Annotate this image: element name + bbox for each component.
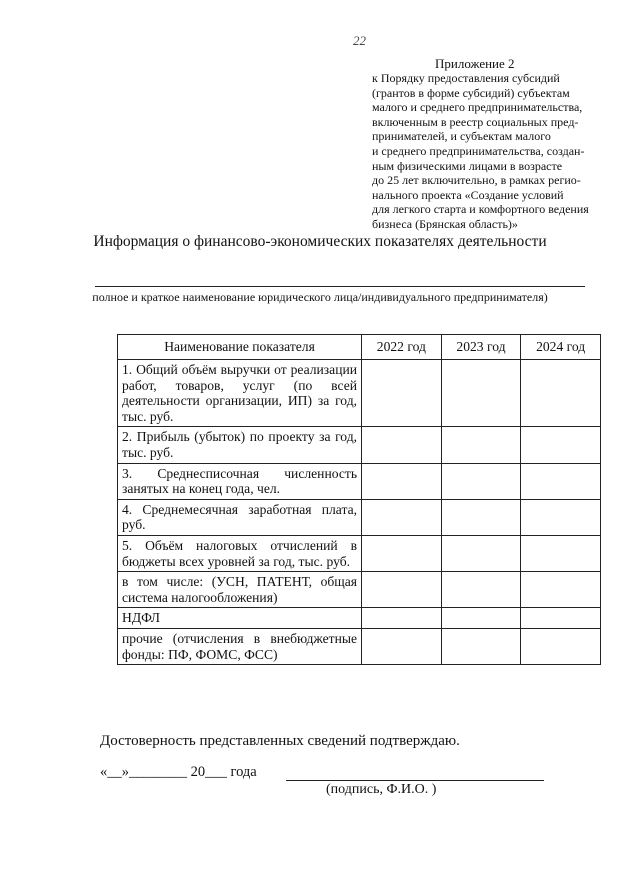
value-cell[interactable] [521,572,601,608]
header-indicator-name: Наименование показателя [118,335,362,360]
appendix-line: принимателей, и субъектам малого [372,129,551,144]
appendix-line: бизнеса (Брянская область)» [372,216,518,231]
entity-name-caption: полное и краткое наименование юридического лица/индивидуального предпринимателя) [92,290,548,304]
appendix-title: Приложение 2 [435,56,515,71]
page-number: 22 [353,33,366,48]
value-cell[interactable] [441,427,521,463]
date-field[interactable]: «__»________ 20___ года [100,764,257,780]
table-row [118,463,601,499]
appendix-line: нального проекта «Создание условий [372,187,564,202]
appendix-line: включенным в реестр социальных пред- [372,114,579,129]
indicator-name: 3. Среднесписочная численность занятых на конец года, чел. [118,463,362,499]
value-cell[interactable] [441,628,521,664]
value-cell[interactable] [521,360,601,427]
value-cell[interactable] [521,535,601,571]
value-cell[interactable] [441,608,521,629]
table-row [118,628,601,664]
value-cell[interactable] [362,535,442,571]
table-header-row [118,335,601,360]
appendix-line: ным физическими лицами в возрасте [372,158,563,173]
indicator-name: 5. Объём налоговых отчислений в бюджеты всех уровней за год, тыс. руб. [118,535,362,571]
indicator-name: прочие (отчисления в внебюджетные фонды: ПФ, ФОМС, ФСС) [118,628,362,664]
table-row [118,535,601,571]
value-cell[interactable] [362,608,442,629]
indicator-name: НДФЛ [118,608,362,629]
table-row [118,608,601,629]
appendix-text [372,71,622,232]
confirmation-statement: Достоверность представленных сведений подтверждаю. [100,733,460,749]
value-cell[interactable] [362,499,442,535]
appendix-line: (грантов в форме субсидий) субъектам [372,85,570,100]
appendix-line: до 25 лет включительно, в рамках регио- [372,173,581,188]
value-cell[interactable] [441,360,521,427]
value-cell[interactable] [441,572,521,608]
value-cell[interactable] [362,628,442,664]
value-cell[interactable] [521,499,601,535]
header-year-2023: 2023 год [441,335,521,360]
header-year-2022: 2022 год [362,335,442,360]
appendix-line: малого и среднего предпринимательства, [372,100,583,115]
indicators-table [117,334,601,665]
appendix-line: и среднего предпринимательства, создан- [372,143,585,158]
table-row [118,427,601,463]
indicator-name: в том числе: (УСН, ПАТЕНТ, общая система налогообложения) [118,572,362,608]
appendix-line: для легкого старта и комфортного ведения [372,202,589,217]
document-heading: Информация о финансово-экономических показателях деятельности [93,233,547,250]
header-year-2024: 2024 год [521,335,601,360]
value-cell[interactable] [521,608,601,629]
value-cell[interactable] [521,463,601,499]
table-row [118,572,601,608]
value-cell[interactable] [441,499,521,535]
appendix-line: к Порядку предоставления субсидий [372,71,560,85]
table-row [118,499,601,535]
indicator-name: 1. Общий объём выручки от реализации работ, товаров, услуг (по всей деятельности организации, ИП) за год, тыс. руб. [118,360,362,427]
value-cell[interactable] [441,463,521,499]
value-cell[interactable] [362,463,442,499]
value-cell[interactable] [362,572,442,608]
value-cell[interactable] [521,628,601,664]
signature-caption: (подпись, Ф.И.О. ) [326,782,437,797]
indicator-name: 2. Прибыль (убыток) по проекту за год, тыс. руб. [118,427,362,463]
value-cell[interactable] [362,360,442,427]
indicator-name: 4. Среднемесячная заработная плата, руб. [118,499,362,535]
value-cell[interactable] [441,535,521,571]
value-cell[interactable] [521,427,601,463]
value-cell[interactable] [362,427,442,463]
table-row [118,360,601,427]
signature-line[interactable] [286,780,544,781]
entity-name-line [95,286,585,287]
